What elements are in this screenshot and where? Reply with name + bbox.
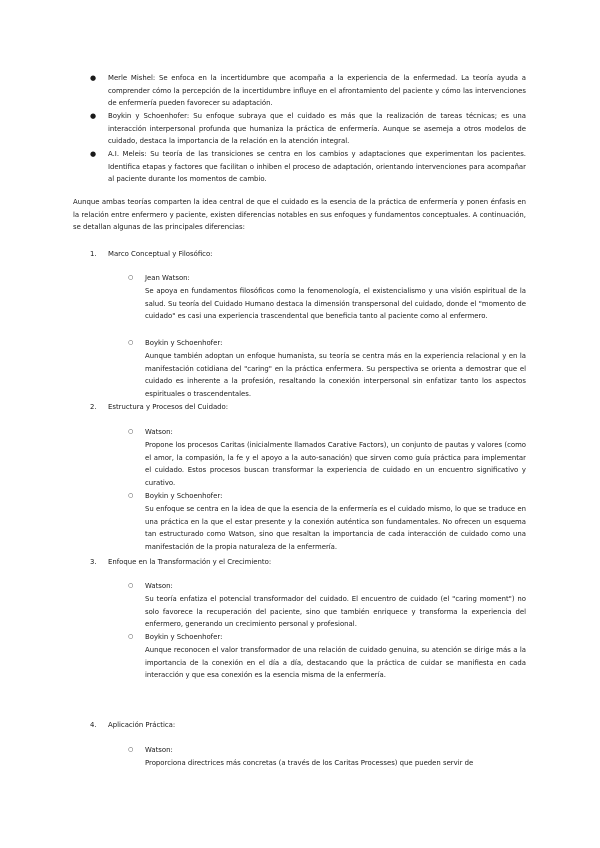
section-number: 4.	[90, 721, 97, 729]
subitem-text: Aunque reconocen el valor transformador de una relación de cuidado genuina, su atención se dirige más a la importancia de la conexión en el día a día, destacando que la práctica de cuidar se manifiesta en cada interacción y que esa conexión es la esencia misma de la enfermería.	[145, 646, 526, 680]
circle-bullet-icon: ○	[128, 274, 134, 281]
subitem-name: Boykin y Schoenhofer:	[145, 633, 223, 641]
section-heading: Marco Conceptual y Filosófico:	[108, 250, 213, 258]
section-number: 3.	[90, 558, 97, 566]
circle-bullet-icon: ○	[128, 582, 134, 589]
subitem-text: Aunque también adoptan un enfoque humanista, su teoría se centra más en la experiencia relacional y en la manifestación cotidiana del "caring" en la práctica enfermera. Su perspectiva se orienta a demostrar que el cuidado es inherente a la profesión, resaltando la conexión interpersonal sin enfatizar tanto los aspectos espirituales o trascendentales.	[145, 352, 526, 398]
subitem-name: Watson:	[145, 582, 173, 590]
bullet-item-meleis: A.I. Meleis: Su teoría de las transiciones se centra en los cambios y adaptaciones que experimentan los pacientes. Identifica etapas y factores que facilitan o inhiben el proceso de adaptación, orientando intervenciones para acompañar al paciente durante los momentos de cambio.	[108, 150, 526, 184]
section-number: 2.	[90, 403, 97, 411]
circle-bullet-icon: ○	[128, 339, 134, 346]
bullet-dot: ●	[90, 74, 97, 82]
subitem-text: Se apoya en fundamentos filosóficos como la fenomenología, el existencialismo y una visión espiritual de la salud. Su teoría del Cuidado Humano destaca la dimensión transpersonal del cuidado, donde el "momento de cuidado" es casi una experiencia trascendental que beneficia tanto al paciente como al enfermero.	[145, 287, 526, 321]
circle-bullet-icon: ○	[128, 492, 134, 499]
section-heading: Enfoque en la Transformación y el Crecimiento:	[108, 558, 272, 566]
section-number: 1.	[90, 250, 97, 258]
section-heading: Estructura y Procesos del Cuidado:	[108, 403, 229, 411]
subitem-text: Su teoría enfatiza el potencial transformador del cuidado. El encuentro de cuidado (el "caring moment") no solo favorece la recuperación del paciente, sino que también enriquece y transforma la experiencia del enfermero, generando un crecimiento personal y profesional.	[145, 595, 526, 629]
circle-bullet-icon: ○	[128, 428, 134, 435]
subitem-name: Watson:	[145, 428, 173, 436]
bullet-dot: ●	[90, 150, 97, 158]
subitem-name: Boykin y Schoenhofer:	[145, 492, 223, 500]
circle-bullet-icon: ○	[128, 633, 134, 640]
bullet-dot: ●	[90, 112, 97, 120]
bullet-item-mishel: Merle Mishel: Se enfoca en la incertidumbre que acompaña a la experiencia de la enfermedad. La teoría ayuda a comprender cómo la percepción de la incertidumbre influye en el afrontamiento del paciente y cómo las intervenciones de enfermería pueden favorecer su adaptación.	[108, 74, 526, 108]
subitem-text: Su enfoque se centra en la idea de que la esencia de la enfermería es el cuidado mismo, lo que se traduce en una práctica en la que el estar presente y la conexión auténtica son fundamentales. No ofrecen un esquema tan estructurado como Watson, sino que resaltan la importancia de cada interacción de cuidado como una manifestación de la propia naturaleza de la enfermería.	[145, 505, 526, 551]
subitem-text: Propone los procesos Caritas (inicialmente llamados Carative Factors), un conjunto de pautas y valores (como el amor, la compasión, la fe y el apoyo a la auto-sanación) que sirven como guía práctica para implementar el cuidado. Estos procesos buscan transformar la experiencia de cuidado en un encuentro significativo y curativo.	[145, 441, 526, 487]
section-heading: Aplicación Práctica:	[108, 721, 176, 729]
subitem-name: Jean Watson:	[145, 274, 190, 282]
subitem-text: Proporciona directrices más concretas (a través de los Caritas Processes) que pueden servir de	[145, 759, 474, 767]
circle-bullet-icon: ○	[128, 746, 134, 753]
subitem-name: Boykin y Schoenhofer:	[145, 339, 223, 347]
bullet-item-boykin: Boykin y Schoenhofer: Su enfoque subraya que el cuidado es más que la realización de tareas técnicas; es una interacción interpersonal profunda que humaniza la práctica de enfermería. Aunque se asemeja a otros modelos de cuidado, destaca la importancia de la relación en la atención integral.	[108, 112, 526, 146]
subitem-name: Watson:	[145, 746, 173, 754]
intro-paragraph: Aunque ambas teorías comparten la idea central de que el cuidado es la esencia de la práctica de enfermería y ponen énfasis en la relación entre enfermero y paciente, existen diferencias notables en sus enfoques y fundamentos conceptuales. A continuación, se detallan algunas de las principales diferencias:	[73, 198, 526, 232]
